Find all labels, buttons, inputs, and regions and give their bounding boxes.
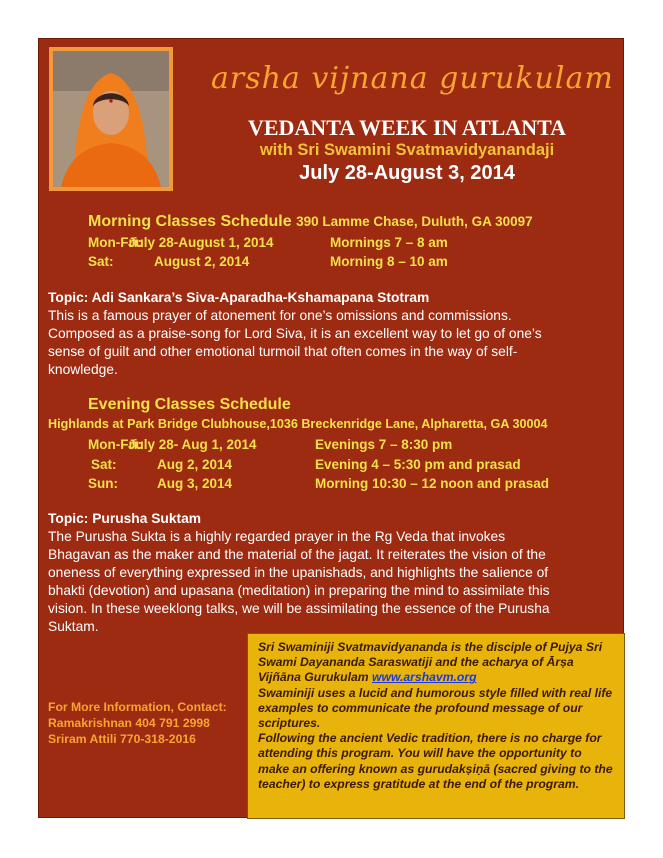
description-line: Bhagavan as the maker and the material of the jagat. It reiterates the vision of the [48,547,546,562]
morning-row [88,235,448,250]
schedule-time: Evening 4 – 5:30 pm and prasad [315,457,521,472]
website-link[interactable]: www.arshavm.org [372,670,477,685]
schedule-date: July 28- Aug 1, 2014 [128,437,257,452]
morning-heading-line [88,213,533,231]
portrait-image [53,51,169,187]
schedule-time: Mornings 7 – 8 am [330,235,448,250]
schedule-day: Sat: [91,457,117,472]
org-name: arsha vijnana gurukulam [211,61,614,96]
contact-person: Sriram Attili 770-318-2016 [48,732,196,746]
event-subtitle: with Sri Swamini Svatmavidyanandaji [259,141,555,159]
description-line: Composed as a praise-song for Lord Siva, it is an excellent way to let go of one’s [48,326,542,341]
schedule-date: July 28-August 1, 2014 [128,235,274,250]
schedule-day: Sun: [88,476,118,491]
evening-heading: Evening Classes Schedule [88,396,291,413]
schedule-date: Aug 3, 2014 [157,476,233,491]
flyer [38,38,624,818]
description-line: vision. In these weeklong talks, we will be assimilating the essence of the Purusha [48,601,550,616]
contact-block [48,699,227,747]
style-paragraph: Swaminiji uses a lucid and humorous style filled with real life examples to communicate the profound message of our scriptures. [258,685,613,731]
schedule-time: Evenings 7 – 8:30 pm [315,437,453,452]
schedule-time: Morning 10:30 – 12 noon and prasad [315,476,550,491]
schedule-day: Sat: [88,254,114,269]
portrait-photo [49,47,173,191]
morning-heading: Morning Classes Schedule [88,213,292,230]
description-line: sense of guilt and other emotional turmoil that often comes in the way of self- [48,344,518,359]
description-line: The Purusha Sukta is a highly regarded prayer in the Rg Veda that invokes [48,529,506,544]
morning-description [48,307,542,379]
contact-person: Ramakrishnan 404 791 2998 [48,716,210,730]
event-title: VEDANTA WEEK IN ATLANTA [247,115,567,140]
schedule-day: Mon-Fri: [88,235,142,250]
morning-topic: Topic: Adi Sankara’s Siva-Aparadha-Kshamapana Stotram [48,290,430,305]
description-line: This is a famous prayer of atonement for one’s omissions and commissions. [48,308,512,323]
description-line: Suktam. [48,619,99,634]
morning-address: 390 Lamme Chase, Duluth, GA 30097 [296,214,533,229]
bio-text: Sri Swaminiji Svatmavidyananda is the disciple of Pujya Sri Swami Dayananda Saraswatiji and the acharya of Ārṣa Vijñāna Gurukulam [258,640,603,685]
evening-address: Highlands at Park Bridge Clubhouse,1036 Breckenridge Lane, Alpharetta, GA 30004 [48,417,548,431]
info-box [247,633,625,819]
schedule-day: Mon-Fri: [88,437,142,452]
schedule-time: Morning 8 – 10 am [330,254,448,269]
event-dates: July 28-August 3, 2014 [299,162,515,184]
schedule-date: Aug 2, 2014 [157,457,233,472]
evening-row [91,457,521,472]
bio-paragraph [258,640,616,686]
evening-description [48,528,550,636]
description-line: knowledge. [48,362,118,377]
description-line: oneness of everything expressed in the upanishads, and highlights the salience of [48,565,549,580]
offering-paragraph: Following the ancient Vedic tradition, there is no charge for attending this program. You will have the opportunity to make an offering known as gurudakṣiṇā (sacred giving to the teacher) to express gratitude at the end of the program. [258,731,613,791]
schedule-date: August 2, 2014 [154,254,250,269]
evening-row [88,437,453,452]
description-line: bhakti (devotion) and upasana (meditation) in preparing the mind to assimilate this [48,583,550,598]
morning-row [88,254,448,269]
evening-topic: Topic: Purusha Suktam [48,511,202,526]
evening-row [88,476,550,491]
contact-heading: For More Information, Contact: [48,700,227,714]
